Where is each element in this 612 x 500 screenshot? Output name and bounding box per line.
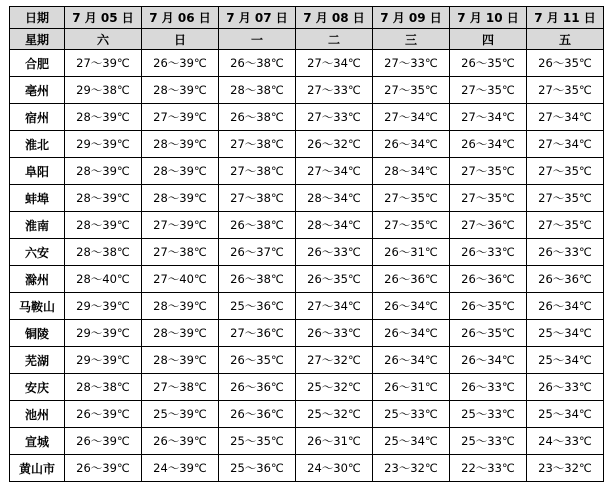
temperature-range-cell: 27～34℃: [296, 50, 373, 77]
temperature-range-cell: 27～36℃: [219, 320, 296, 347]
temperature-range-cell: 27～33℃: [296, 104, 373, 131]
temperature-range-cell: 26～39℃: [65, 428, 142, 455]
temperature-range-cell: 28～39℃: [142, 185, 219, 212]
date-cell: 7 月 06 日: [142, 7, 219, 29]
temperature-range-cell: 28～39℃: [65, 158, 142, 185]
temperature-range-cell: 28～39℃: [142, 131, 219, 158]
temperature-range-cell: 28～34℃: [373, 158, 450, 185]
temperature-range-cell: 26～34℃: [527, 293, 604, 320]
temperature-range-cell: 26～39℃: [142, 50, 219, 77]
temperature-range-cell: 26～33℃: [296, 320, 373, 347]
table-row: [10, 428, 604, 455]
temperature-range-cell: 25～34℃: [527, 320, 604, 347]
temperature-range-cell: 27～34℃: [296, 158, 373, 185]
temperature-range-cell: 28～39℃: [142, 320, 219, 347]
city-name-cell: 池州: [10, 401, 65, 428]
temperature-range-cell: 27～35℃: [527, 212, 604, 239]
city-name-cell: 芜湖: [10, 347, 65, 374]
temperature-range-cell: 28～39℃: [142, 347, 219, 374]
temperature-range-cell: 28～39℃: [142, 158, 219, 185]
temperature-range-cell: 27～40℃: [142, 266, 219, 293]
temperature-range-cell: 26～35℃: [527, 50, 604, 77]
temperature-range-cell: 28～39℃: [65, 212, 142, 239]
date-label-cell: 日期: [10, 7, 65, 29]
weekday-cell: 一: [219, 29, 296, 50]
temperature-range-cell: 26～38℃: [219, 266, 296, 293]
temperature-range-cell: 26～34℃: [373, 131, 450, 158]
temperature-range-cell: 23～32℃: [527, 455, 604, 482]
temperature-range-cell: 28～39℃: [142, 293, 219, 320]
temperature-range-cell: 26～35℃: [296, 266, 373, 293]
city-name-cell: 合肥: [10, 50, 65, 77]
temperature-range-cell: 27～39℃: [142, 212, 219, 239]
city-name-cell: 安庆: [10, 374, 65, 401]
temperature-range-cell: 29～39℃: [65, 347, 142, 374]
temperature-range-cell: 26～33℃: [450, 239, 527, 266]
weekday-cell: 四: [450, 29, 527, 50]
temperature-range-cell: 29～39℃: [65, 293, 142, 320]
temperature-range-cell: 25～33℃: [373, 401, 450, 428]
weekday-cell: 五: [527, 29, 604, 50]
temperature-range-cell: 26～39℃: [65, 455, 142, 482]
weekday-cell: 六: [65, 29, 142, 50]
table-row: [10, 77, 604, 104]
temperature-range-cell: 26～33℃: [527, 374, 604, 401]
table-row: [10, 239, 604, 266]
temperature-range-cell: 25～36℃: [219, 455, 296, 482]
city-name-cell: 淮南: [10, 212, 65, 239]
date-cell: 7 月 11 日: [527, 7, 604, 29]
temperature-range-cell: 28～39℃: [65, 185, 142, 212]
temperature-range-cell: 26～34℃: [450, 347, 527, 374]
temperature-range-cell: 28～38℃: [65, 374, 142, 401]
weekday-header-row: [10, 29, 604, 50]
city-name-cell: 蚌埠: [10, 185, 65, 212]
temperature-range-cell: 26～35℃: [450, 293, 527, 320]
table-row: [10, 185, 604, 212]
temperature-range-cell: 28～38℃: [65, 239, 142, 266]
weekday-label-cell: 星期: [10, 29, 65, 50]
temperature-range-cell: 26～31℃: [296, 428, 373, 455]
temperature-range-cell: 25～32℃: [296, 374, 373, 401]
city-name-cell: 淮北: [10, 131, 65, 158]
city-name-cell: 阜阳: [10, 158, 65, 185]
date-cell: 7 月 10 日: [450, 7, 527, 29]
city-name-cell: 六安: [10, 239, 65, 266]
temperature-range-cell: 25～34℃: [527, 347, 604, 374]
temperature-range-cell: 27～33℃: [373, 50, 450, 77]
temperature-range-cell: 27～34℃: [527, 104, 604, 131]
temperature-range-cell: 25～36℃: [219, 293, 296, 320]
temperature-range-cell: 27～33℃: [296, 77, 373, 104]
table-row: [10, 158, 604, 185]
city-name-cell: 宿州: [10, 104, 65, 131]
temperature-range-cell: 26～31℃: [373, 239, 450, 266]
temperature-range-cell: 24～39℃: [142, 455, 219, 482]
temperature-range-cell: 27～34℃: [450, 104, 527, 131]
temperature-range-cell: 27～35℃: [450, 77, 527, 104]
temperature-range-cell: 26～34℃: [373, 293, 450, 320]
temperature-range-cell: 26～38℃: [219, 50, 296, 77]
date-cell: 7 月 05 日: [65, 7, 142, 29]
temperature-range-cell: 26～39℃: [65, 401, 142, 428]
city-name-cell: 马鞍山: [10, 293, 65, 320]
forecast-table-body: [10, 50, 604, 482]
temperature-range-cell: 28～38℃: [219, 77, 296, 104]
weekday-cell: 三: [373, 29, 450, 50]
table-row: [10, 320, 604, 347]
temperature-range-cell: 27～34℃: [527, 131, 604, 158]
temperature-range-cell: 25～33℃: [450, 401, 527, 428]
temperature-range-cell: 28～34℃: [296, 212, 373, 239]
temperature-range-cell: 27～35℃: [450, 185, 527, 212]
temperature-range-cell: 25～34℃: [527, 401, 604, 428]
table-row: [10, 401, 604, 428]
temperature-range-cell: 27～35℃: [527, 185, 604, 212]
temperature-range-cell: 27～39℃: [65, 50, 142, 77]
temperature-range-cell: 26～38℃: [219, 104, 296, 131]
date-header-row: [10, 7, 604, 29]
forecast-table: [9, 6, 604, 482]
table-row: [10, 293, 604, 320]
temperature-range-cell: 26～35℃: [450, 320, 527, 347]
temperature-range-cell: 26～35℃: [450, 50, 527, 77]
temperature-range-cell: 27～34℃: [296, 293, 373, 320]
date-cell: 7 月 07 日: [219, 7, 296, 29]
table-row: [10, 266, 604, 293]
temperature-range-cell: 28～34℃: [296, 185, 373, 212]
temperature-range-cell: 27～34℃: [373, 104, 450, 131]
temperature-range-cell: 29～38℃: [65, 77, 142, 104]
temperature-range-cell: 28～40℃: [65, 266, 142, 293]
temperature-range-cell: 26～34℃: [373, 320, 450, 347]
temperature-range-cell: 26～36℃: [450, 266, 527, 293]
temperature-range-cell: 28～39℃: [142, 77, 219, 104]
temperature-range-cell: 26～31℃: [373, 374, 450, 401]
temperature-range-cell: 27～35℃: [373, 185, 450, 212]
temperature-range-cell: 26～36℃: [219, 374, 296, 401]
temperature-range-cell: 27～35℃: [450, 158, 527, 185]
temperature-range-cell: 29～39℃: [65, 320, 142, 347]
temperature-range-cell: 24～33℃: [527, 428, 604, 455]
table-row: [10, 455, 604, 482]
temperature-range-cell: 26～39℃: [142, 428, 219, 455]
table-row: [10, 104, 604, 131]
temperature-range-cell: 27～39℃: [142, 104, 219, 131]
temperature-range-cell: 26～36℃: [527, 266, 604, 293]
temperature-range-cell: 26～32℃: [296, 131, 373, 158]
weekday-cell: 二: [296, 29, 373, 50]
temperature-range-cell: 22～33℃: [450, 455, 527, 482]
temperature-range-cell: 26～34℃: [373, 347, 450, 374]
temperature-range-cell: 26～34℃: [450, 131, 527, 158]
temperature-range-cell: 25～33℃: [450, 428, 527, 455]
table-row: [10, 374, 604, 401]
table-row: [10, 212, 604, 239]
temperature-range-cell: 27～38℃: [142, 374, 219, 401]
temperature-range-cell: 27～35℃: [373, 77, 450, 104]
forecast-table-header: [10, 7, 604, 50]
temperature-range-cell: 25～32℃: [296, 401, 373, 428]
date-cell: 7 月 09 日: [373, 7, 450, 29]
temperature-range-cell: 26～35℃: [219, 347, 296, 374]
temperature-range-cell: 27～38℃: [219, 185, 296, 212]
table-row: [10, 347, 604, 374]
weekday-cell: 日: [142, 29, 219, 50]
temperature-range-cell: 23～32℃: [373, 455, 450, 482]
temperature-range-cell: 26～33℃: [450, 374, 527, 401]
forecast-table-container: [9, 6, 604, 482]
temperature-range-cell: 27～38℃: [219, 131, 296, 158]
temperature-range-cell: 28～39℃: [65, 104, 142, 131]
temperature-range-cell: 27～35℃: [527, 77, 604, 104]
temperature-range-cell: 27～35℃: [527, 158, 604, 185]
date-cell: 7 月 08 日: [296, 7, 373, 29]
temperature-range-cell: 27～36℃: [450, 212, 527, 239]
city-name-cell: 铜陵: [10, 320, 65, 347]
temperature-range-cell: 26～38℃: [219, 212, 296, 239]
temperature-range-cell: 26～36℃: [219, 401, 296, 428]
temperature-range-cell: 27～38℃: [142, 239, 219, 266]
temperature-range-cell: 24～30℃: [296, 455, 373, 482]
temperature-range-cell: 27～32℃: [296, 347, 373, 374]
temperature-range-cell: 26～33℃: [527, 239, 604, 266]
temperature-range-cell: 26～37℃: [219, 239, 296, 266]
table-row: [10, 50, 604, 77]
temperature-range-cell: 25～35℃: [219, 428, 296, 455]
city-name-cell: 亳州: [10, 77, 65, 104]
temperature-range-cell: 27～38℃: [219, 158, 296, 185]
temperature-range-cell: 26～33℃: [296, 239, 373, 266]
temperature-range-cell: 25～34℃: [373, 428, 450, 455]
city-name-cell: 黄山市: [10, 455, 65, 482]
temperature-range-cell: 29～39℃: [65, 131, 142, 158]
temperature-range-cell: 26～36℃: [373, 266, 450, 293]
table-row: [10, 131, 604, 158]
city-name-cell: 宣城: [10, 428, 65, 455]
temperature-range-cell: 27～35℃: [373, 212, 450, 239]
city-name-cell: 滁州: [10, 266, 65, 293]
temperature-range-cell: 25～39℃: [142, 401, 219, 428]
